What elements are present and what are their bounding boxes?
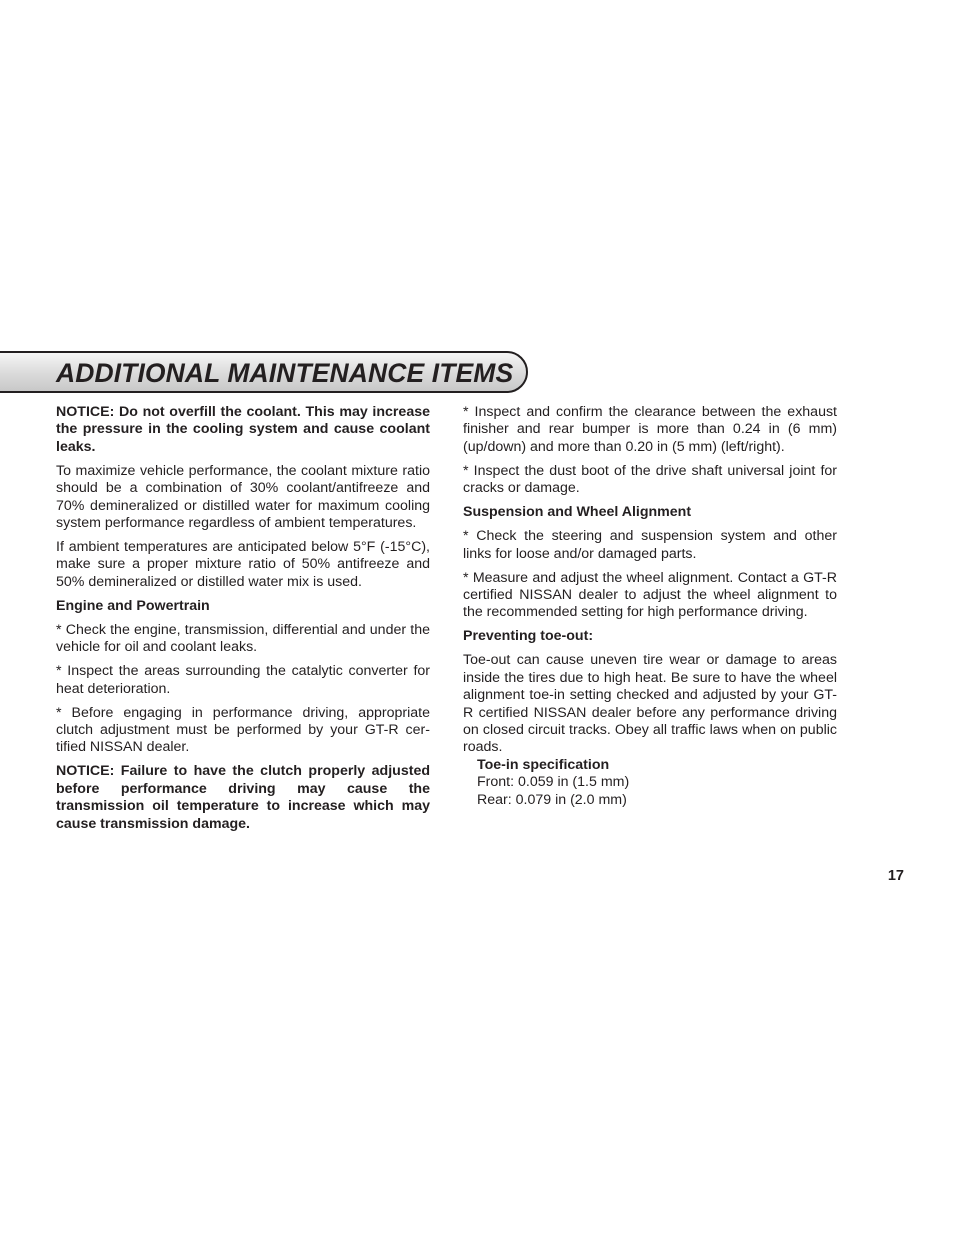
toe-in-spec-front: Front: 0.059 in (1.5 mm)	[477, 774, 630, 791]
exhaust-clearance-item: * Inspect and confirm the clearance between the exhaust finisher and rear bumper is more than 0.24 in (6 mm) (up/down) and more than 0.20 in (5 mm) (left/right).	[463, 404, 837, 455]
engine-powertrain-heading: Engine and Powertrain	[56, 597, 210, 614]
suspension-item-wheel-alignment: * Measure and adjust the wheel alignment. Contact a GT-R certified NISSAN dealer to adjust the wheel alignment to the recommended setting for high performance driving.	[463, 569, 837, 621]
suspension-item-steering: * Check the steering and suspension system and other links for loose and/or damaged parts.	[463, 528, 837, 562]
toe-in-spec-rear: Rear: 0.079 in (2.0 mm)	[477, 792, 627, 809]
notice-clutch: NOTICE: Failure to have the clutch properly adjusted before performance driving may cause the transmission oil temperature to increase which may cause transmission damage.	[56, 763, 430, 832]
left-column	[56, 404, 430, 840]
section-title: ADDITIONAL MAINTENANCE ITEMS	[56, 358, 514, 388]
toe-out-heading: Preventing toe-out:	[463, 628, 594, 645]
toe-out-paragraph: Toe-out can cause uneven tire wear or damage to areas inside the tires due to high heat. Be sure to have the wheel alignment toe-in setting checked and adjusted by your GT-R certified NISSAN dealer before any performance driving on closed circuit tracks. Obey all traffic laws when on public roads.	[463, 652, 837, 756]
engine-item-leaks: * Check the engine, transmission, differential and under the vehicle for oil and coolant leaks.	[56, 621, 430, 656]
engine-item-clutch-adjustment: * Before engaging in performance driving, appropriate clutch adjustment must be performed by your GT-R certified NISSAN dealer.	[56, 704, 430, 756]
toe-in-specification	[463, 757, 837, 810]
engine-item-catalytic-converter: * Inspect the areas surrounding the catalytic converter for heat deterioration.	[56, 663, 430, 697]
dust-boot-item: * Inspect the dust boot of the drive shaft universal joint for cracks or damage.	[463, 462, 837, 497]
coolant-mix-ratio-paragraph: To maximize vehicle performance, the coolant mixture ratio should be a combination of 30% coolant/antifreeze and 70% demineralized or distilled water for maximum cooling system performance regardless of ambient temperatures.	[56, 462, 430, 532]
page-number: 17	[887, 868, 904, 884]
notice-coolant: NOTICE: Do not overfill the coolant. This may increase the pressure in the cooling system and cause coolant leaks.	[56, 404, 430, 455]
right-column	[463, 404, 837, 810]
cold-temperature-paragraph: If ambient temperatures are anticipated below 5°F (-15°C), make sure a proper mixture ratio of 50% antifreeze and 50% demineralized or distilled water mix is used.	[56, 539, 430, 590]
toe-in-spec-title: Toe-in specification	[477, 756, 610, 773]
section-header-bar	[0, 351, 528, 393]
suspension-alignment-heading: Suspension and Wheel Alignment	[463, 504, 692, 521]
